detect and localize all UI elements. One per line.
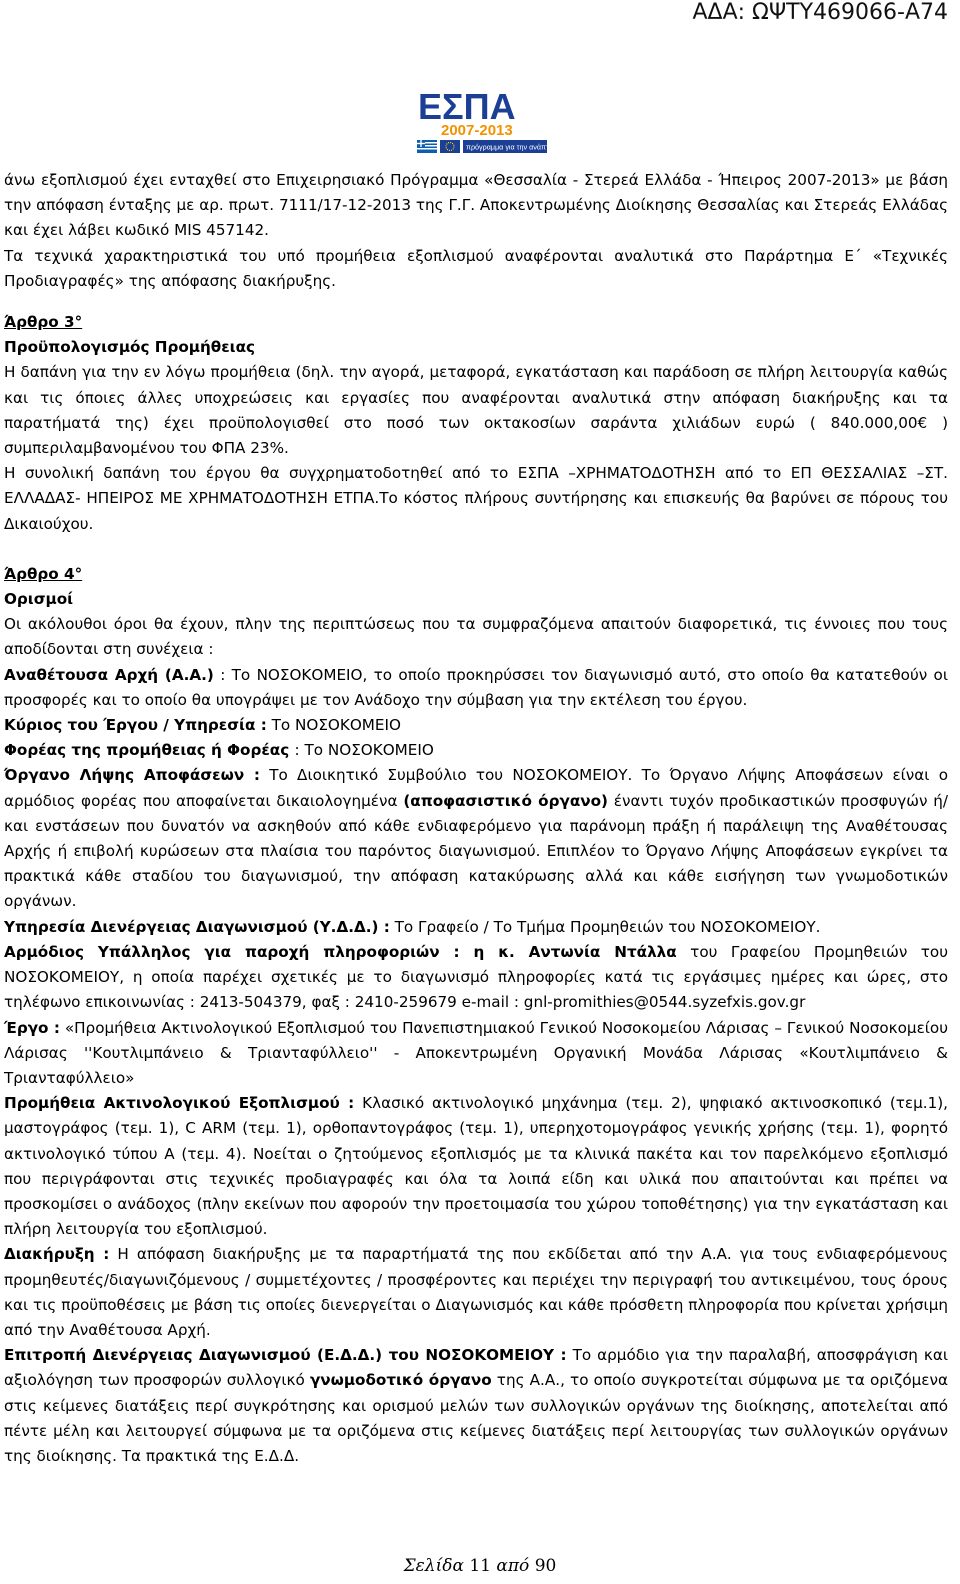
- definition-text: έναντι τυχόν προδικαστικών προσφυγών ή/και ενστάσεων που δυνατόν να ασκηθούν από κάθε ενδιαφερόμενο για παράνομη πράξη ή παράλειψη της Αναθέτουσας Αρχής ή επιβολή κυρώσεων στα πλαίσια του παρόντος διαγωνισμού. Επιπλέον το Όργανο Λήψης Αποφάσεων εγκρίνει τα πρακτικά κάθε σταδίου του διαγωνισμού, την απόφαση κατακύρωσης αλλά και κάθε εισήγηση των γνωμοδοτικών οργάνων.: [4, 791, 949, 911]
- definition-term: Υπηρεσία Διενέργειας Διαγωνισμού (Υ.Δ.Δ.) :: [4, 917, 390, 936]
- document-body: [4, 168, 948, 1469]
- definition-text: : Το ΝΟΣΟΚΟΜΕΙΟ, το οποίο προκηρύσσει τον διαγωνισμό αυτό, στο οποίο θα κατατεθούν οι προσφορές και το οποίο θα υπογράψει με τον Ανάδοχο την σύμβαση για την εκτέλεση του έργου.: [4, 665, 948, 709]
- definition-term: Αρμόδιος Υπάλληλος για παροχή πληροφοριών : η κ. Αντωνία Ντάλλα: [4, 942, 677, 961]
- definition-text: Το ΝΟΣΟΚΟΜΕΙΟ: [266, 716, 401, 735]
- article-4-heading: Ορισμοί: [4, 590, 74, 609]
- definition-text: της Α.Α., το οποίο συγκροτείται σύμφωνα με τα οριζόμενα στις κείμενες διατάξεις περί συγκρότησης και ορισμού μελών των συλλογικών οργάνων της διοίκησης, αποτελείται από πέντε μέλη και λειτουργεί σύμφωνα με τα οριζόμενα στις κείμενες διατάξεις περί λειτουργίας των συλλογικών οργάνων της διοίκησης. Τα πρακτικά της Ε.Δ.Δ.: [4, 1371, 948, 1465]
- espa-logo: [414, 85, 560, 157]
- definition-equipment: [4, 1091, 948, 1242]
- definition-term: Αναθέτουσα Αρχή (Α.Α.): [4, 665, 214, 684]
- article-4-title: Άρθρο 4°: [4, 564, 83, 583]
- article-3-heading: Προϋπολογισμός Προμήθειας: [4, 338, 256, 357]
- definition-decision-body: [4, 763, 948, 914]
- definition-term: Επιτροπή Διενέργειας Διαγωνισμού (Ε.Δ.Δ.) του ΝΟΣΟΚΟΜΕΙΟΥ :: [4, 1346, 567, 1365]
- definition-contact-person: [4, 940, 948, 1016]
- definition-text: του Γραφείου Προμηθειών του ΝΟΣΟΚΟΜΕΙΟΥ, η οποία παρέχει σχετικές με το διαγωνισμό πληροφορίες κατά τις εργάσιμες ημέρες και ώρες, στο τηλέφωνο επικοινωνίας : 2413-504379, φαξ : 2410-259679 e-mail : gnl-promithies@0544.syzefxis.gov.gr: [4, 942, 948, 1012]
- page-of-label: από: [496, 1556, 530, 1576]
- definition-tender-notice: [4, 1242, 948, 1343]
- greek-flag-icon: [417, 140, 437, 153]
- definition-text: Το αρμόδιο για την παραλαβή, αποσφράγιση και αξιολόγηση των προσφορών συλλογικό: [4, 1346, 948, 1390]
- intro-paragraph-2: Τα τεχνικά χαρακτηριστικά του υπό προμήθεια εξοπλισμού αναφέρονται αναλυτικά στο Παράρτημα Ε΄ «Τεχνικές Προδιαγραφές» της απόφασης διακήρυξης.: [4, 246, 948, 290]
- espa-logo-graphic: [414, 85, 560, 157]
- espa-logo-tagline: πρόγραμμα για την ανάπτυξη: [466, 142, 560, 152]
- definition-project: [4, 1016, 948, 1092]
- definition-text: Κλασικό ακτινολογικό μηχάνημα (τεμ. 2), ψηφιακό ακτινοσκοπικό (τεμ.1), μαστογράφος (τεμ. 1), C ARM (τεμ. 1), ορθοπαντογράφος (τεμ. 1), υπερηχοτομογράφος γενικής χρήσης (τεμ. 1), φορητό ακτινολογικό τύπου Α (τεμ. 4). Νοείται ο ζητούμενος εξοπλισμός με τα κλινικά πακέτα και τον παρελκόμενο εξοπλισμό που περιγράφονται στις τεχνικές προδιαγραφές και όλα τα λοιπά είδη και υλικά που απαιτούνται και πρέπει να προσκομίσει ο ανάδοχος (πλην εκείνων που αφορούν την προετοιμασία του χώρου τοποθέτησης) για την εγκατάσταση και πλήρη λειτουργία του εξοπλισμού.: [4, 1094, 949, 1239]
- intro-paragraph-1: άνω εξοπλισμού έχει ενταχθεί στο Επιχειρησιακό Πρόγραμμα «Θεσσαλία - Στερεά Ελλάδα - Ήπειρος 2007-2013» με βάση την απόφαση ένταξης με αρ. πρωτ. 7111/17-12-2013 της Γ.Γ. Αποκεντρωμένης Διοίκησης Θεσσαλίας και Στερεάς Ελλάδας και έχει λάβει κωδικό MIS 457142.: [4, 171, 948, 240]
- definition-text: «Προμήθεια Ακτινολογικού Εξοπλισμού του Πανεπιστημιακού Γενικού Νοσοκομείου Λάρισας – Γενικού Νοσοκομείου Λάρισας ''Κουτλιμπάνειο & Τριανταφύλλειο'' - Αποκεντρωμένη Οργανική Μονάδα Λάρισας «Κουτλιμπάνειο & Τριανταφύλλειο»: [4, 1018, 948, 1087]
- definition-emphasis: γνωμοδοτικό όργανο: [309, 1371, 492, 1390]
- definition-tender-service: [4, 915, 948, 940]
- definition-term: Προμήθεια Ακτινολογικού Εξοπλισμού :: [4, 1094, 355, 1113]
- definition-emphasis: (αποφασιστικό όργανο): [403, 791, 608, 810]
- definition-procurement-body: [4, 738, 948, 763]
- definition-text: Η απόφαση διακήρυξης με τα παραρτήματά της που εκδίδεται από την Α.Α. για τους ενδιαφερόμενους προμηθευτές/διαγωνιζόμενους / συμμετέχοντες / προσφέροντες και περιέχει την περιγραφή του αντικειμένου, τους όρους και τις προϋποθέσεις με βάση τις οποίες διενεργείται ο Διαγωνισμός και κάθε πρόσθετη πληροφορία που κρίνεται χρήσιμη από την Αναθέτουσα Αρχή.: [4, 1245, 948, 1339]
- ada-code: ΑΔΑ: ΩΨΤΥ469066-Α74: [692, 0, 948, 25]
- definition-term: Κύριος του Έργου / Υπηρεσία :: [4, 716, 267, 735]
- definition-term: Έργο :: [4, 1018, 60, 1037]
- article-3: [4, 310, 948, 537]
- article-4: [4, 562, 948, 1469]
- definition-term: Φορέας της προμήθειας ή Φορέας: [4, 741, 295, 760]
- definition-text: : Το ΝΟΣΟΚΟΜΕΙΟ: [294, 741, 434, 760]
- definition-term: Διακήρυξη :: [4, 1245, 110, 1264]
- definition-text: Το Γραφείο / Το Τμήμα Προμηθειών του ΝΟΣΟΚΟΜΕΙΟΥ.: [389, 917, 821, 936]
- definition-term: Όργανο Λήψης Αποφάσεων :: [4, 766, 260, 785]
- article-3-paragraph-1: Η δαπάνη για την εν λόγω προμήθεια (δηλ. την αγορά, μεταφορά, εγκατάσταση και παράδοση σε πλήρη λειτουργία καθώς και τις όποιες άλλες υποχρεώσεις και εργασίες που αναφέρονται αναλυτικά στην απόφαση διακήρυξης και τα παρατήματά της) έχει προϋπολογισθεί στο ποσό των οκτακοσίων σαράντα χιλιάδων ευρώ ( 840.000,00€ ) συμπεριλαμβανομένου του ΦΠΑ 23%.: [4, 363, 948, 458]
- page-label: Σελίδα: [403, 1556, 464, 1576]
- espa-logo-brand: ΕΣΠΑ: [418, 86, 516, 127]
- page-number: 11: [469, 1556, 491, 1576]
- article-4-intro: Οι ακόλουθοι όροι θα έχουν, πλην της περιπτώσεως που τα συμφραζόμενα απαιτούν διαφορετικά, τις έννοιες που τους αποδίδονται στη συνέχεια :: [4, 615, 948, 659]
- definition-contracting-authority: [4, 663, 948, 713]
- espa-logo-years: 2007-2013: [441, 122, 513, 139]
- definition-tender-committee: [4, 1343, 948, 1469]
- definition-project-owner: [4, 713, 948, 738]
- page-total: 90: [534, 1556, 557, 1576]
- article-3-paragraph-2: Η συνολική δαπάνη του έργου θα συγχρηματοδοτηθεί από το ΕΣΠΑ –ΧΡΗΜΑΤΟΔΟΤΗΣΗ από το ΕΠ ΘΕΣΣΑΛΙΑΣ –ΣΤ. ΕΛΛΑΔΑΣ- ΗΠΕΙΡΟΣ ΜΕ ΧΡΗΜΑΤΟΔΟΤΗΣΗ ΕΤΠΑ.Το κόστος πλήρους συντήρησης και επισκευής θα βαρύνει σε πόρους του Δικαιούχου.: [4, 464, 948, 533]
- article-3-title: Άρθρο 3°: [4, 313, 83, 332]
- page-footer: [0, 1553, 960, 1579]
- eu-flag-icon: [440, 140, 460, 153]
- definition-text: Το Διοικητικό Συμβούλιο του ΝΟΣΟΚΟΜΕΙΟΥ. Το Όργανο Λήψης Αποφάσεων είναι ο αρμόδιος φορέας που αποφαίνεται δικαιολογημένα: [4, 766, 948, 810]
